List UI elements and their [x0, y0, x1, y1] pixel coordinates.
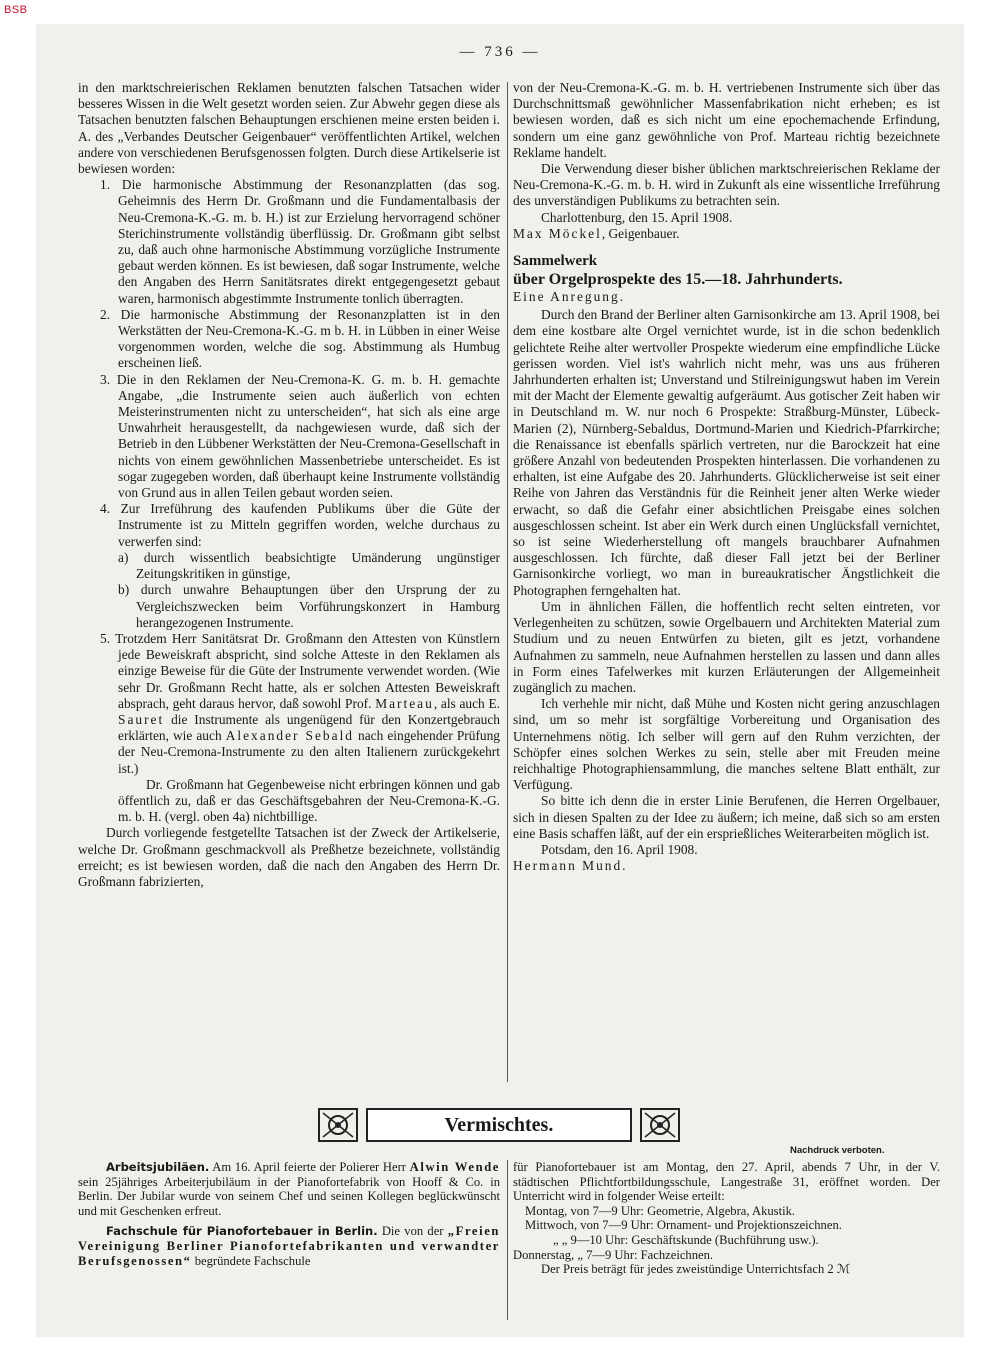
intro-paragraph: in den marktschreierischen Reklamen benutzten falschen Tatsachen wider besseres Wissen in die Welt gesetzt worden seien. Zur Abwehr gegen diese als Tatsachen benutzten falschen Behauptungen erschienen meine ersten beiden i. A. des „Verbandes Deutscher Geigenbauer“ veröffentlichten Artikel, welchen andere von verschiedenen Berufsgenossen folgten. Durch diese Artikelserie ist bewiesen worden: — [78, 80, 500, 177]
organization-name: „Freien Vereinigung Berliner Pianofortefabrikanten und verwandter Berufsgenossen“ — [78, 1224, 500, 1268]
list-item: 4. Zur Irreführung des kaufenden Publikums über die Güte der Instrumente ist zu Mitteln gegriffen worden, welche durchaus zu verwerfen sind: — [100, 501, 500, 549]
section-banner — [314, 1106, 687, 1146]
misc-left-column — [78, 1160, 500, 1268]
run-in-heading: Fachschule für Pianofortebauer in Berlin. — [106, 1224, 378, 1239]
signature — [513, 226, 940, 242]
right-column — [513, 80, 940, 874]
schedule-line: Donnerstag, „ 7—9 Uhr: Fachzeichnen. — [513, 1247, 714, 1262]
ornament-icon — [318, 1108, 358, 1142]
paragraph: Um in ähnlichen Fällen, die hoffentlich recht selten eintreten, vor Verlegenheiten zu schützen, sowie Orgelbauern und Architekten Material zum Studium und zu neuen Entwürfen zu bieten, gilt es jetzt, vorhandene Aufnahmen zu sammeln, neue Aufnahmen herstellen zu lassen und dann alles in Form eines Tafelwerkes mit kurzen Erläuterungen der Allgemeinheit zugänglich zu machen. — [513, 598, 940, 695]
news-text: sein 25jähriges Arbeiterjubiläum in der Pianofortefabrik von Hooff & Co. in Berlin. Der Jubilar wurde von seinem Chef und seinen Kollegen beglückwünscht und mit Geschenken erfreut. — [78, 1174, 500, 1218]
left-column — [78, 80, 500, 890]
news-text: begründete Fachschule — [191, 1253, 311, 1268]
signature-role: , Geigenbauer. — [601, 225, 680, 241]
library-mark: BSB — [4, 4, 28, 16]
item5-continuation: Dr. Großmann hat Gegenbeweise nicht erbringen können und gab öffentlich zu, daß er das Geschäftsgebahren der Neu-Cremona-K.-G. m. b. H. (vergl. oben 4a) nichtbillige. — [118, 776, 500, 825]
schedule-line: Mittwoch, von 7—9 Uhr: Ornament- und Projektionszeichnen. — [525, 1218, 842, 1233]
place-date: Potsdam, den 16. April 1908. — [541, 841, 698, 857]
paragraph: Ich verhehle mir nicht, daß Mühe und Kosten nicht gering anzuschlagen sind, um so mehr ist sorgfältige Vorbereitung und Organisation des Unternehmens nötig. Ich selber will gern auf den Ruhm verzichten, der Schöpfer eines solchen Werkes zu sein, stelle aber mit Freuden meine reichhaltige Photographiensammlung, die manches seltene Blatt enthält, zur Verfügung. — [513, 696, 940, 793]
schedule-line: Montag, von 7—9 Uhr: Geometrie, Algebra, Akustik. — [525, 1203, 796, 1218]
news-text: Am 16. April feierte der Polierer Herr — [209, 1160, 410, 1174]
person-name: Marteau — [375, 695, 434, 711]
news-item — [78, 1160, 500, 1218]
reprint-notice: Nachdruck verboten. — [790, 1145, 885, 1156]
page-number: — 736 — — [459, 44, 541, 60]
news-item — [78, 1224, 500, 1268]
column-divider — [507, 82, 508, 1082]
person-name: Alwin Wende — [409, 1160, 500, 1174]
paragraph: Die Verwendung dieser bisher üblichen marktschreierischen Reklame der Neu-Cremona-K.-G. m. b. H. wird in Zukunft als eine wissentliche Irreführung des unverständigen Publikums zu betrachten sein. — [513, 161, 940, 209]
column-divider — [507, 1160, 508, 1320]
closing-paragraph: Durch vorliegende festgetellte Tatsachen ist der Zweck der Artikelserie, welche Dr. Großmann geschmackvoll als Preßhetze bezeichnete, vollständig erreicht; es ist bewiesen worden, daß die nach den Angaben des Herrn Dr. Großmann fabrizierten, — [78, 825, 500, 889]
list-item: 3. Die in den Reklamen der Neu-Cremona-K. G. m. b. H. gemachte Angabe, „die Instrumente seien auch äußerlich von echten Meisterinstrumenten nicht zu unterscheiden“, hat sich als eine arge Unwahrheit herausgestellt, da nachgewiesen wurde, daß sich der Betrieb in den Lübbener Werkstätten der Neu-Cremona-Gesellschaft in nichts von einem gewöhnlichen Massenbetriebe unterscheidet. Es ist sogar zugegeben worden, daß überhaupt keine Instrumente vollständig von Grund aus in allen Teilen gebaut worden seien. — [100, 371, 500, 501]
article-heading: über Orgelprospekte des 15.—18. Jahrhunderts. — [513, 271, 843, 289]
schedule-line: „ „ 9—10 Uhr: Geschäftskunde (Buchführung usw.). — [553, 1232, 819, 1247]
place-date: Charlottenburg, den 15. April 1908. — [541, 209, 733, 225]
item5-text: die Instrumente als ungenügend für den Konzertgebrauch erklärten, wie auch — [118, 711, 500, 744]
article-subheading: Eine Anregung. — [513, 289, 626, 305]
person-name: Alexander Sebald — [225, 728, 354, 744]
person-name: Sauret — [118, 711, 165, 727]
item5-text: 5. Trotzdem Herr Sanitätsrat Dr. Großmann den Attesten von Künstlern jede Beweiskraft abspricht, sind solche Atteste in den Reklamen als einzige Beweise für die Güte der Instrumente verwendet worden. (Wie sehr Dr. Großmann Recht hatte, als er solchen Attesten Beweiskraft absprach, geht daraus hervor, daß sowohl Prof. — [100, 630, 500, 711]
sub-list-item: a) durch wissentlich beabsichtigte Umänderung ungünstiger Zeitungskritiken in günstige, — [118, 549, 500, 582]
list-item — [78, 631, 500, 777]
sub-list-item: b) durch unwahre Behauptungen über den Ursprung der zu Vergleichszwecken beim Vorführungskonzert in Hamburg herangezogenen Instrumente. — [118, 582, 500, 630]
signature: Hermann Mund. — [513, 858, 628, 874]
list-item: 1. Die harmonische Abstimmung der Resonanzplatten (das sog. Geheimnis des Herrn Dr. Großmann und die Fundamentalbasis der Neu-Cremona-K.-G. m. b. H.) ist zur Erzielung hervorragend schöner Sterichinstrumente vollständig überflüssig. Dr. Großmann gibt selbst zu, daß auch ohne harmonische Abstimmung vorzügliche Instrumente gebaut werden können. Es ist bewiesen, daß sogar Instrumente, welche den Angaben des Herrn Sanitätsrates direkt entgegengesetzt gebaut waren, harmonisch abgestimmte Instrumente tonlich überragten. — [100, 177, 500, 306]
price-line: Der Preis beträgt für jedes zweistündige Unterrichtsfach 2 ℳ — [541, 1262, 851, 1277]
misc-right-column — [513, 1160, 940, 1277]
item5-text: , als auch E. — [433, 695, 500, 711]
list-item: 2. Die harmonische Abstimmung der Resonanzplatten ist in den Werkstätten der Neu-Cremona-K.-G. m b. H. in Lübben in einer Weise vorgenommen worden, welche die sog. Abstimmung als Humbug erscheinen ließ. — [100, 306, 500, 371]
run-in-heading: Arbeitsjubiläen. — [106, 1160, 210, 1174]
paragraph: Durch den Brand der Berliner alten Garnisonkirche am 13. April 1908, bei dem eine kostbare alte Orgel vernichtet wurde, ist in die schon bedenklich gelichtete Reihe alter wertvoller Prospekte wiederum eine empfindliche Lücke gerissen worden. Viel ist's wahrlich nicht mehr, was uns aus früheren Jahrhunderten erhalten ist; Unverstand und Stilreinigungswut haben im Verein mit der Macht der Elemente gewaltig aufgeräumt. Aus gotischer Zeit haben wir in Deutschland m. W. nur noch 6 Prospekte: Straßburg-Münster, Lübeck-Marien (2), Nürnberg-Sebaldus, Dortmund-Marien und Kiedrich-Pfarrkirche; die Renaissance ist ebenfalls spärlich vertreten, nur die Barockzeit hat eine größere Anzahl von bedeutenden Prospekten hinterlassen. Die vorhandenen zu erhalten, ist eine Aufgabe des 20. Jahrhunderts. Glücklicherweise ist seit einer Reihe von Jahren das Verständnis für die Reinheit jener alten Werke wieder erwacht, so daß die Gefahr einer absichtlichen Preisgabe eines solchen ausgeschlossen scheint. Ist aber ein Werk durch einen Unglücksfall vernichtet, so ist seine Wiederherstellung oft mangels brauchbarer Aufnahmen ausgeschlossen. Ich fürchte, daß dieser Fall jetzt bei der Berliner Garnisonkirche vorliegt, wo man in bureaukratischer Ängstlichkeit die Photographen ferngehalten hat. — [513, 307, 940, 598]
continuation-paragraph: von der Neu-Cremona-K.-G. m. b. H. vertriebenen Instrumente sich über das Durchschnittsmaß gewöhnlicher Massenfabrikation nicht erheben; es ist bewiesen worden, daß es sich nicht um eine epochemachende Erfindung, sondern um eine ganz gewöhnliche von Prof. Marteau richtig bezeichnete Reklame handelt. — [513, 80, 940, 160]
section-title: Vermischtes. — [444, 1114, 554, 1136]
signature-name: Max Möckel — [513, 225, 602, 241]
news-continuation: für Pianofortebauer ist am Montag, den 27. April, abends 7 Uhr, in der V. städtischen Pflichtfortbildungsschule, Langestraße 31, eröffnet worden. Der Unterricht wird in folgender Weise erteilt: — [513, 1160, 940, 1204]
paragraph: So bitte ich denn die in erster Linie Berufenen, die Herren Orgelbauer, sich in diesen Spalten zu der Idee zu äußern; ich meine, daß sich so am ersten eine Basis schaffen läßt, auf der ein ersprießliches Weiterarbeiten möglich ist. — [513, 793, 940, 841]
news-text: Die von der — [377, 1224, 448, 1239]
ornament-icon — [640, 1108, 680, 1142]
item5-text: nach eingehender Prüfung der Neu-Cremona-Instrumente zu den alten Italienern zurückgekehrt ist.) — [118, 728, 500, 776]
article-heading: Sammelwerk — [513, 253, 598, 270]
